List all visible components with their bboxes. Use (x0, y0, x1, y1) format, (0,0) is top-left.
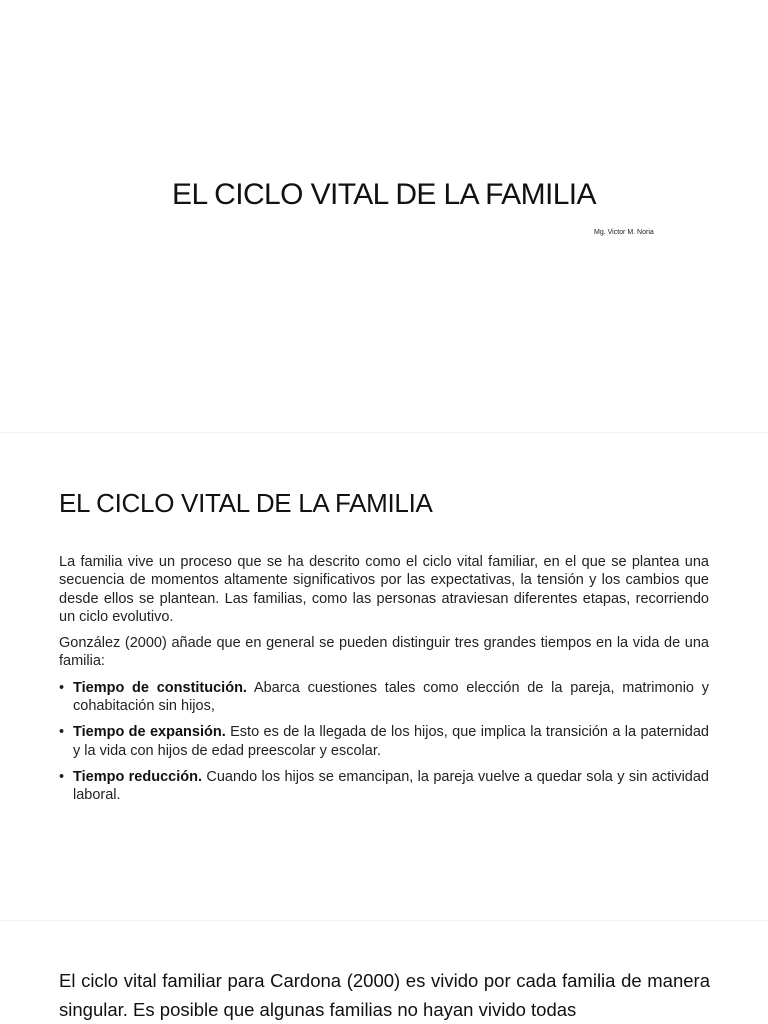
stage-description: Abarca cuestiones tales como elección de la pareja, matrimonio y cohabitación sin hijos, (73, 679, 710, 715)
content-slide-body (59, 553, 709, 813)
gonzalez-paragraph: González (2000) añade que en general se pueden distinguir tres grandes tiempos en la vida de una familia: (59, 635, 709, 670)
intro-paragraph: La familia vive un proceso que se ha descrito como el ciclo vital familiar, en el que se plantea una secuencia de momentos altamente significativos por las expectativas, la tensión y los cambios que desde ellos se plantean. Las familias, como las personas atraviesan diferentes etapas, recorriendo un ciclo evolutivo. (59, 554, 709, 625)
cardona-paragraph: El ciclo vital familiar para Cardona (2000) es vivido por cada familia de manera singular. Es posible que algunas familias no hayan vivido todas (59, 970, 710, 1020)
list-item (59, 679, 709, 716)
stage-term: Tiempo de constitución. (73, 679, 247, 696)
list-item (59, 768, 709, 805)
slide-divider (0, 920, 768, 921)
title-slide-heading: EL CICLO VITAL DE LA FAMILIA (172, 178, 596, 211)
stage-description: Cuando los hijos se emancipan, la pareja vuelve a quedar sola y sin actividad laboral. (73, 768, 709, 804)
slide-divider (0, 432, 768, 433)
author-credit: Mg. Victor M. Noria (594, 229, 654, 236)
list-item (59, 723, 709, 760)
bullet-icon: • (59, 768, 65, 785)
family-stages-list (59, 679, 709, 805)
content-slide-heading: EL CICLO VITAL DE LA FAMILIA (59, 488, 433, 518)
bullet-icon: • (59, 679, 65, 696)
stage-description: Esto es de la llegada de los hijos, que implica la transición a la paternidad y la vida con hijos de edad preescolar y escolar. (73, 724, 709, 759)
bullet-icon: • (59, 724, 65, 741)
stage-term: Tiempo de expansión. (73, 724, 226, 741)
stage-term: Tiempo reducción. (73, 768, 202, 785)
